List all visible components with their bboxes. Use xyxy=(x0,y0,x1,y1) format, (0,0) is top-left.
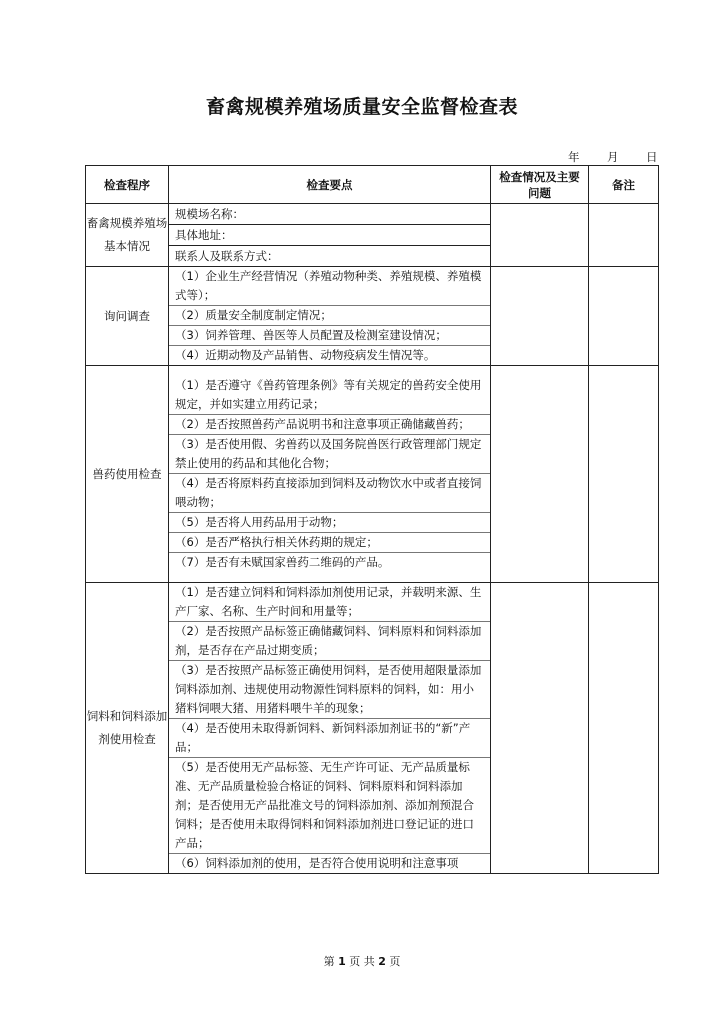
findings-cell[interactable] xyxy=(491,267,589,366)
inspection-table xyxy=(85,165,659,874)
check-point: （4）是否使用未取得新饲料、新饲料添加剂证书的“新”产品； xyxy=(169,719,490,758)
procedure-cell: 询问调查 xyxy=(86,267,169,366)
table-row xyxy=(86,583,659,874)
check-point: （3）是否使用假、劣兽药以及国务院兽医行政管理部门规定禁止使用的药品和其他化合物； xyxy=(169,435,490,474)
check-point: （3）饲养管理、兽医等人员配置及检测室建设情况； xyxy=(169,326,490,346)
check-point: （6）饲料添加剂的使用，是否符合使用说明和注意事项 xyxy=(175,856,459,870)
footer-post: 页 xyxy=(389,955,401,968)
farm-name-field: 规模场名称： xyxy=(169,204,490,225)
header-points: 检查要点 xyxy=(169,166,491,204)
check-point: （1）是否遵守《兽药管理条例》等有关规定的兽药安全使用规定，并如实建立用药记录； xyxy=(169,376,490,415)
check-point: （2）是否按照兽药产品说明书和注意事项正确储藏兽药； xyxy=(169,415,490,435)
procedure-cell: 畜禽规模养殖场基本情况 xyxy=(86,204,169,267)
footer-page-number: 1 xyxy=(338,955,346,968)
date-month-label: 月 xyxy=(607,150,619,164)
points-cell xyxy=(169,583,491,874)
footer-total-pages: 2 xyxy=(378,955,386,968)
check-point: （7）是否有未赋国家兽药二维码的产品。 xyxy=(175,555,390,569)
procedure-cell: 饲料和饲料添加剂使用检查 xyxy=(86,583,169,874)
procedure-cell: 兽药使用检查 xyxy=(86,366,169,583)
remarks-cell[interactable] xyxy=(589,204,659,267)
check-point: （3）是否按照产品标签正确使用饲料，是否使用超限量添加饲料添加剂、违规使用动物源性饲料原料的饲料，如：用小猪料饲喂大猪、用猪料喂牛羊的现象； xyxy=(169,661,490,719)
header-remarks: 备注 xyxy=(589,166,659,204)
address-field: 具体地址： xyxy=(169,225,490,246)
check-point: （5）是否使用无产品标签、无生产许可证、无产品质量标准、无产品质量检验合格证的饲料、饲料原料和饲料添加剂；是否使用无产品批准文号的饲料添加剂、添加剂预混合饲料；是否使用未取得饲料和饲料添加剂进口登记证的进口产品； xyxy=(169,758,490,854)
footer-pre: 第 xyxy=(323,955,335,968)
check-point: （1）企业生产经营情况（养殖动物种类、养殖规模、养殖模式等）； xyxy=(169,267,490,306)
table-row xyxy=(86,366,659,583)
remarks-cell[interactable] xyxy=(589,267,659,366)
findings-cell[interactable] xyxy=(491,583,589,874)
points-cell xyxy=(169,267,491,366)
date-day-label: 日 xyxy=(646,150,658,164)
table-row xyxy=(86,267,659,366)
page-footer xyxy=(0,953,724,969)
check-point: （5）是否将人用药品用于动物； xyxy=(169,513,490,533)
check-point: （4）近期动物及产品销售、动物疫病发生情况等。 xyxy=(175,348,436,362)
header-procedure: 检查程序 xyxy=(86,166,169,204)
check-point: （2）质量安全制度制定情况； xyxy=(169,306,490,326)
findings-cell[interactable] xyxy=(491,204,589,267)
date-year-label: 年 xyxy=(568,150,580,164)
points-cell xyxy=(169,204,491,267)
check-point: （4）是否将原料药直接添加到饲料及动物饮水中或者直接饲喂动物； xyxy=(169,474,490,513)
findings-cell[interactable] xyxy=(491,366,589,583)
document-title: 畜禽规模养殖场质量安全监督检查表 xyxy=(205,96,518,118)
remarks-cell[interactable] xyxy=(589,366,659,583)
remarks-cell[interactable] xyxy=(589,583,659,874)
points-cell xyxy=(169,366,491,583)
header-findings: 检查情况及主要问题 xyxy=(491,166,589,204)
footer-mid: 页 共 xyxy=(349,955,375,968)
contact-field: 联系人及联系方式： xyxy=(175,249,279,263)
header-row xyxy=(86,166,659,204)
check-point: （2）是否按照产品标签正确储藏饲料、饲料原料和饲料添加剂，是否存在产品过期变质； xyxy=(169,622,490,661)
table-row xyxy=(86,204,659,267)
check-point: （6）是否严格执行相关休药期的规定； xyxy=(169,533,490,553)
check-point: （1）是否建立饲料和饲料添加剂使用记录，并载明来源、生产厂家、名称、生产时间和用量等； xyxy=(169,583,490,622)
